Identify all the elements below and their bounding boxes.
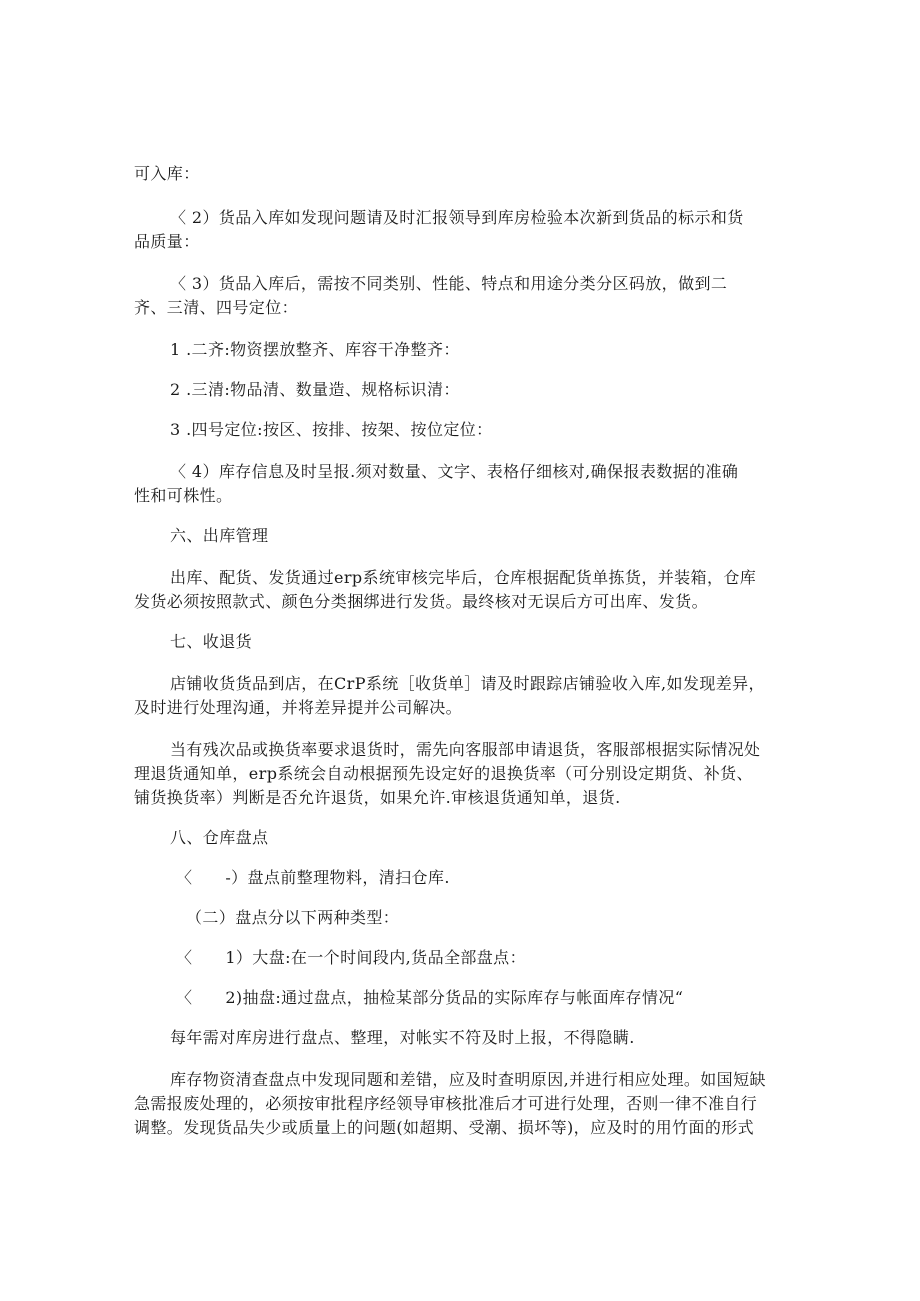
section-heading: 八、仓库盘点 xyxy=(170,828,269,847)
text-line: 发货必须按照款式、颜色分类捆绑进行发货。最终核对无误后方可出库、发货。 xyxy=(134,592,709,611)
text-line: 当有残次品或换货率要求退货时，需先向客服部申请退货，客服部根据实际情况处 xyxy=(170,740,761,759)
text-line: 〈 -）盘点前整理物料，清扫仓库. xyxy=(176,868,450,887)
text-line: 齐、三清、四号定位： xyxy=(134,298,299,317)
text-line: 理退货通知单，erp系统会自动根据预先设定好的退换货率（可分别设定期货、补货、 xyxy=(134,764,753,783)
text-line: 〈 2)抽盘:通过盘点，抽检某部分货品的实际库存与帐面库存情况“ xyxy=(176,988,684,1007)
text-line: 〈 3）货品入库后，需按不同类别、性能、特点和用途分类分区码放，做到二 xyxy=(170,274,728,293)
section-heading: 七、收退货 xyxy=(170,632,253,651)
text-line: 铺货换货率）判断是否允许退货，如果允许.审核退货通知单，退货. xyxy=(134,788,621,807)
text-line: 〈 2）货品入库如发现问题请及时汇报领导到库房检验本次新到货品的标示和货 xyxy=(170,208,744,227)
text-line: 库存物资清查盘点中发现同题和差错，应及时查明原因,并进行相应处理。如国短缺 xyxy=(170,1070,766,1089)
text-line: 可入库： xyxy=(134,164,200,183)
text-line: 性和可株性。 xyxy=(134,486,233,505)
text-line: 〈 1）大盘:在一个时间段内,货品全部盘点： xyxy=(176,948,526,967)
text-line: 〈 4）库存信息及时呈报.须对数量、文字、表格仔细核对,确保报表数据的准确 xyxy=(170,462,739,481)
text-line: 每年需对库房进行盘点、整理，对帐实不符及时上报，不得隐瞒. xyxy=(170,1028,635,1047)
text-line: 调整。发现货品失少或质量上的问题(如超期、受潮、损坏等)，应及时的用竹面的形式 xyxy=(134,1118,755,1137)
text-line: 3 .四号定位:按区、按排、按架、按位定位： xyxy=(170,420,493,439)
text-line: 急需报废处理的，必须按审批程序经领导审核批准后才可进行处理，否则一律不准自行 xyxy=(134,1094,758,1113)
section-heading: 六、出库管理 xyxy=(170,526,269,545)
text-line: 及时进行处理沟通，并将差异提并公司解决。 xyxy=(134,698,463,717)
text-line: 1 .二齐:物资摆放整齐、库容干净整齐： xyxy=(170,340,460,359)
text-line: 店铺收货货品到店，在CrP系统［收货单］请及时跟踪店铺验收入库,如发现差异， xyxy=(170,674,765,693)
text-line: 品质量： xyxy=(134,232,200,251)
text-line: 2 .三清:物品清、数量造、规格标识清： xyxy=(170,380,460,399)
text-line: （二）盘点分以下两种类型： xyxy=(186,908,400,927)
text-line: 出库、配货、发货通过erp系统审核完毕后，仓库根据配货单拣货，并装箱，仓库 xyxy=(170,568,757,587)
